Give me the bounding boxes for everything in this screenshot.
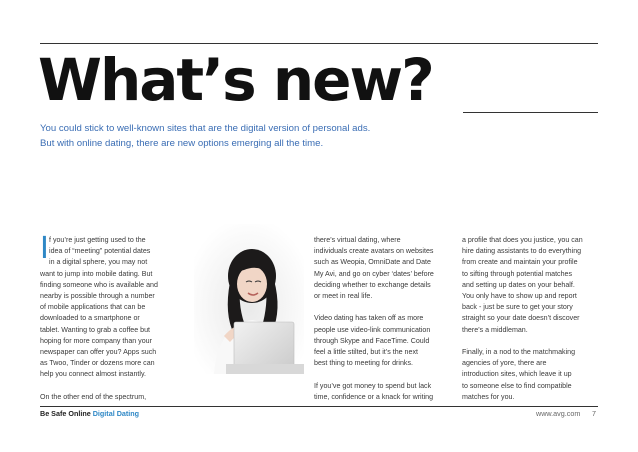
- column-1-body: [40, 269, 166, 403]
- text-line: individuals create avatars on websites: [314, 247, 434, 256]
- text-line: nearby is possible through a number: [40, 292, 155, 301]
- text-line: people use video-link communication: [314, 325, 431, 334]
- article-column-1: [40, 231, 166, 403]
- text-line: to sifting through potential matches: [462, 269, 573, 278]
- text-line: or meet in real life.: [314, 292, 373, 301]
- text-line: as Twoo, Tinder or dozens more can: [40, 359, 155, 368]
- footer-rule: [40, 406, 598, 407]
- footer-brand-name: Be Safe Online: [40, 409, 91, 418]
- text-line: introduction sites, which leave it up: [462, 370, 572, 379]
- page-title: What’s new?: [38, 46, 433, 114]
- text-line: idea of “meeting” potential dates: [49, 247, 151, 256]
- text-line: best thing to meeting for drinks.: [314, 359, 413, 368]
- photo-illustration: [194, 224, 304, 374]
- drop-cap: I: [40, 231, 49, 266]
- text-line: to someone else to find compatible: [462, 381, 572, 390]
- text-line: of mobile applications that can be: [40, 303, 146, 312]
- article-column-4: [462, 235, 602, 403]
- paragraph-gap: [40, 381, 166, 392]
- intro-line: You could stick to well-known sites that are the digital version of personal ads.: [40, 123, 371, 134]
- text-line: finding someone who is available and: [40, 280, 158, 289]
- text-line: feel a little stilted, but it’s the next: [314, 348, 418, 357]
- text-line: deciding whether to exchange details: [314, 280, 431, 289]
- text-line: there’s a middleman.: [462, 325, 528, 334]
- paragraph-gap: [462, 336, 602, 347]
- text-line: If you’ve got money to spend but lack: [314, 381, 432, 390]
- paragraph-gap: [314, 369, 454, 380]
- footer-url: www.avg.com: [536, 409, 581, 418]
- text-line: My Avi, and go on cyber ‘dates’ before: [314, 269, 434, 278]
- text-line: back - just be sure to get your story: [462, 303, 573, 312]
- text-line: agencies of yore, there are: [462, 359, 547, 368]
- text-line: hoping for more company than your: [40, 336, 152, 345]
- text-line: tablet. Wanting to grab a coffee but: [40, 325, 151, 334]
- top-rule: [40, 43, 598, 44]
- page-number: 7: [592, 409, 596, 418]
- text-line: help you connect almost instantly.: [40, 370, 146, 379]
- title-rule: [463, 112, 598, 113]
- text-line: through Skype and FaceTime. Could: [314, 336, 430, 345]
- text-line: from create and maintain your profile: [462, 258, 578, 267]
- text-line: straight so your date doesn’t discover: [462, 314, 580, 323]
- text-line: matches for you.: [462, 392, 515, 401]
- text-line: a profile that does you justice, you can: [462, 236, 583, 244]
- article-column-3: [314, 235, 454, 403]
- intro-paragraph: [40, 121, 460, 151]
- text-line: downloaded to a smartphone or: [40, 314, 140, 323]
- text-line: and setting up dates on your behalf.: [462, 280, 575, 289]
- text-line: You only have to show up and report: [462, 292, 577, 301]
- text-line: Finally, in a nod to the matchmaking: [462, 348, 576, 357]
- text-line: there’s virtual dating, where: [314, 236, 401, 244]
- text-line: newspaper can offer you? Apps such: [40, 348, 157, 357]
- text-line: in a digital sphere, you may not: [49, 258, 148, 267]
- text-line: Video dating has taken off as more: [314, 314, 424, 323]
- text-line: hire dating assistants to do everything: [462, 247, 582, 256]
- text-line: On the other end of the spectrum,: [40, 392, 147, 401]
- text-line: want to jump into mobile dating. But: [40, 269, 153, 278]
- text-line: such as Weopia, OmniDate and Date: [314, 258, 431, 267]
- footer-brand: [40, 409, 139, 418]
- text-line: f you’re just getting used to the: [49, 236, 146, 244]
- text-line: time, confidence or a knack for writing: [314, 392, 434, 401]
- footer-section-name: Digital Dating: [92, 409, 140, 418]
- intro-line: But with online dating, there are new options emerging all the time.: [40, 138, 324, 149]
- woman-with-laptop-photo: [194, 224, 304, 374]
- paragraph-gap: [314, 302, 454, 313]
